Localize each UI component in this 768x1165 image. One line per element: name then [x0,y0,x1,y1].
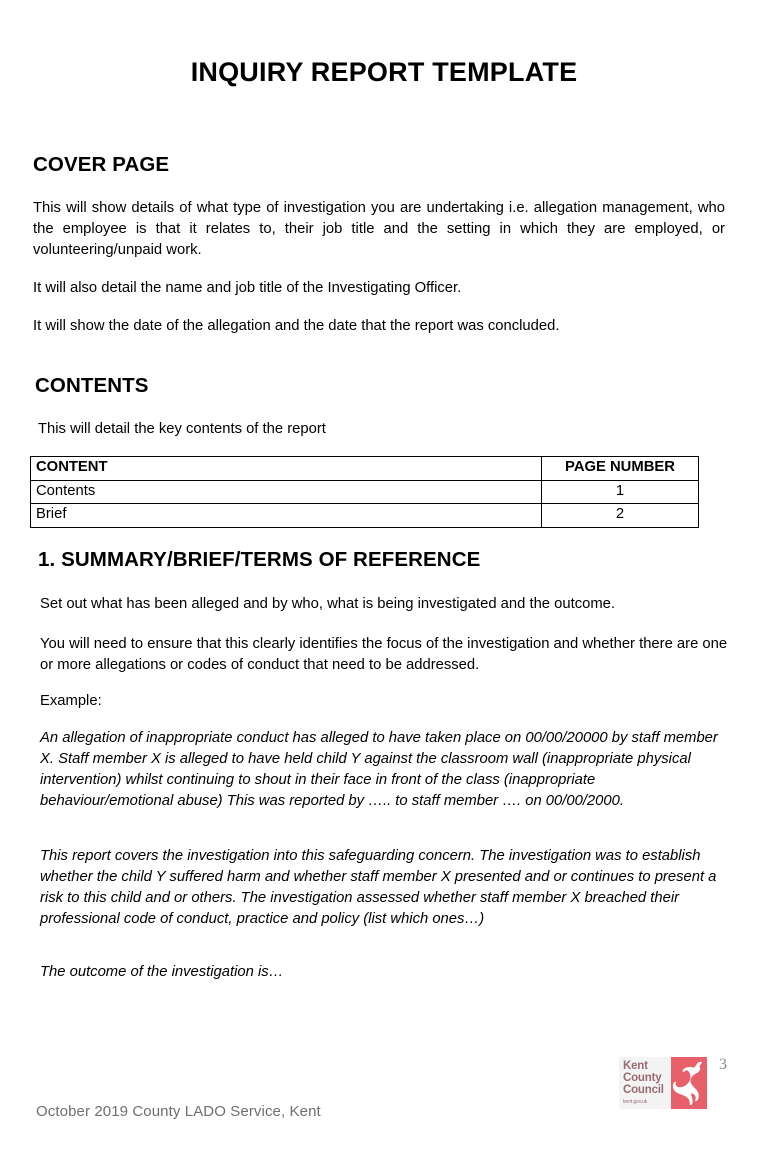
cover-paragraph-1: This will show details of what type of investigation you are undertaking i.e. allegation management, who the employee is that it relates to, their job title and the setting in which they are employed, or volunteering/unpaid work. [33,200,725,258]
heading-cover-page: COVER PAGE [33,153,170,176]
example-paragraph-1: An allegation of inappropriate conduct has alleged to have taken place on 00/00/20000 by staff member X. Staff member X is alleged to have held child Y against the classroom wall (inappropriate physical intervention) whilst continuing to shout in their face in front of the class (inappropriate behaviour/emotional abuse) This was reported by ….. to staff member …. on 00/00/2000. [40,730,718,809]
example-paragraph-2: This report covers the investigation into this safeguarding concern. The investigation was to establish whether the child Y suffered harm and whether staff member X presented and or continues to present a risk to this child and or others. The investigation assessed whether staff member X breached their professional code of conduct, practice and policy (list which ones…) [40,848,717,927]
page-number: 3 [719,1056,727,1073]
table-header-page-number: PAGE NUMBER [542,457,699,481]
section-1-paragraph-2: You will need to ensure that this clearly identifies the focus of the investigation and whether there are one or more allegations or codes of conduct that need to be addressed. [40,636,728,673]
kent-county-council-logo [619,1057,707,1109]
logo-text-block [619,1057,671,1109]
logo-red-panel [671,1057,707,1109]
table-row [31,504,699,528]
logo-website-url: kent.gov.uk [623,1098,648,1105]
table-row [31,480,699,504]
logo-line-council: Council [623,1083,664,1096]
example-label: Example: [40,693,102,709]
cover-paragraph-2: It will also detail the name and job title of the Investigating Officer. [33,280,462,296]
table-header-content: CONTENT [31,457,542,481]
table-cell-content: Brief [31,504,542,528]
table-cell-content: Contents [31,480,542,504]
rampant-horse-icon [672,1061,706,1105]
heading-contents: CONTENTS [35,374,149,397]
logo-line-county: County [623,1072,662,1085]
heading-section-1: 1. SUMMARY/BRIEF/TERMS OF REFERENCE [38,548,481,571]
logo-line-kent: Kent [623,1060,648,1073]
cover-paragraph-3: It will show the date of the allegation and the date that the report was concluded. [33,318,560,334]
table-header-row [31,457,699,481]
table-cell-page: 2 [542,504,699,528]
page-title: INQUIRY REPORT TEMPLATE [190,57,578,87]
section-1-paragraph-1: Set out what has been alleged and by who, what is being investigated and the outcome. [40,596,616,612]
contents-table [30,456,699,528]
example-paragraph-3: The outcome of the investigation is… [40,964,284,980]
footer-text: October 2019 County LADO Service, Kent [36,1103,321,1120]
table-cell-page: 1 [542,480,699,504]
contents-intro-paragraph: This will detail the key contents of the report [38,421,326,437]
